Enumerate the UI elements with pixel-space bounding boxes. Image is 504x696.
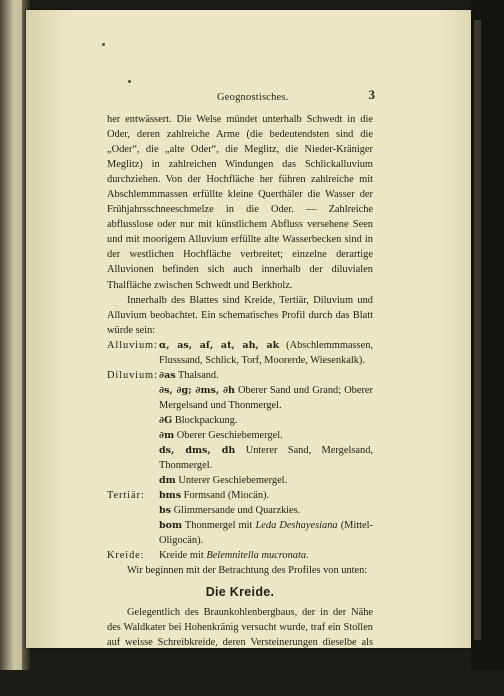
stratum-description: (Mittel-Oligocän). xyxy=(159,520,374,547)
profile-item xyxy=(159,383,373,413)
species-name: Leda Deshayesiana xyxy=(255,520,338,532)
profile-tertiaer xyxy=(107,488,373,503)
profile-item xyxy=(159,443,373,473)
stratum-description: Kreide mit xyxy=(159,550,204,562)
stratum-label: Tertiär: xyxy=(107,490,145,502)
map-symbols: bom xyxy=(159,520,183,532)
species-name: Belemnitella mucronata. xyxy=(206,550,309,562)
stratum-description: Glimmersande und Quarzkies. xyxy=(173,505,301,517)
map-symbols: ∂m xyxy=(159,429,175,441)
profile-item xyxy=(159,518,373,548)
page-number: 3 xyxy=(368,87,375,102)
map-symbols: α, as, aſ, at, ah, ak xyxy=(159,339,280,351)
stratum-label: Kreide: xyxy=(107,550,145,562)
page-header xyxy=(97,87,375,105)
paragraph: Gelegentlich des Braunkohlenbergbaus, der in der Nähe des Waldkater bei Hohenkränig versucht wurde, traf ein Stollen auf weisse Schreibkreide, deren Versteinerungen dieselbe als zum Mucronaten-Senon gehörig kennzeichneten. Reste derselben liegen xyxy=(107,606,373,678)
stratum-description: Unterer Geschiebemergel. xyxy=(178,475,288,487)
profile-item xyxy=(159,413,373,428)
section-heading: Die Kreide. xyxy=(205,585,275,600)
map-symbols: ∂G xyxy=(159,414,173,426)
map-symbols: dm xyxy=(159,475,176,487)
signature-mark: 1* xyxy=(341,681,351,693)
profile-kreide xyxy=(107,548,373,563)
next-page-edge xyxy=(474,20,481,640)
profile-alluvium xyxy=(107,338,373,368)
stratum-description: Thonmergel mit xyxy=(184,520,253,532)
stratum-description: Oberer Geschiebemergel. xyxy=(176,429,283,441)
paper-speck xyxy=(128,80,131,83)
map-symbols: bms xyxy=(159,490,182,502)
profile-item xyxy=(159,473,373,488)
profile-item xyxy=(159,428,373,443)
stratum-description: Thalsand. xyxy=(178,369,219,381)
stratum-label: Alluvium: xyxy=(107,339,158,351)
stratum-description: Blockpackung. xyxy=(174,414,238,426)
paragraph: her entwässert. Die Welse mündet unterhalb Schwedt in die Oder, deren zahlreiche Arme (die bedeutendsten sind die „Oder“, die „alte Oder“, die Meglitz, die Nieder-Kräniger Meglitz) in zahlreichen Windungen das Schlickalluvium durchziehen. Von der Hochfläche her führen zahlreiche mit Abschlemmmassen erfüllte kleine Querthäler die Wasser der Frühjahrsschneeschmelze in die Oder. — Zahlreiche abflusslose oder nur mit künstlichem Abfluss versehene Seen und mit moorigem Alluvium erfüllte alte Wasserbecken sind in der westlichen Hochfläche verbreitet; einzelne derartige Alluvionen befinden sich auch innerhalb der diluvialen Thalfläche zwischen Schwedt und Berkholz. xyxy=(107,114,373,291)
running-head: Geognostisches. xyxy=(217,92,289,103)
paragraph: Wir beginnen mit der Betrachtung des Profiles von unten: xyxy=(127,565,368,577)
stratum-description: Formsand (Miocän). xyxy=(183,490,270,502)
stratum-description: Oberer Sand und Grand; Oberer Mergelsand und Thonmergel. xyxy=(159,384,373,411)
page-body xyxy=(107,112,373,696)
map-symbols: bs xyxy=(159,505,171,517)
map-symbols: ∂as xyxy=(159,369,176,381)
profile-item xyxy=(159,503,373,518)
stratum-description: Unterer Sand, Mergelsand, Thonmergel. xyxy=(159,445,373,472)
map-symbols: ∂s, ∂g; ∂ms, ∂h xyxy=(159,384,235,396)
paper-speck xyxy=(102,43,105,46)
paragraph: Innerhalb des Blattes sind Kreide, Tertiär, Diluvium und Alluvium beobachtet. Ein schematisches Profil durch das Blatt würde sein: xyxy=(107,294,373,336)
profile-diluvium xyxy=(107,368,373,383)
stratum-description: (Abschlemmmassen, Flusssand, Schlick, Torf, Moorerde, Wiesenkalk). xyxy=(159,339,373,366)
map-symbols: ds, dms, dh xyxy=(159,445,236,457)
stratum-label: Diluvium: xyxy=(107,369,158,381)
